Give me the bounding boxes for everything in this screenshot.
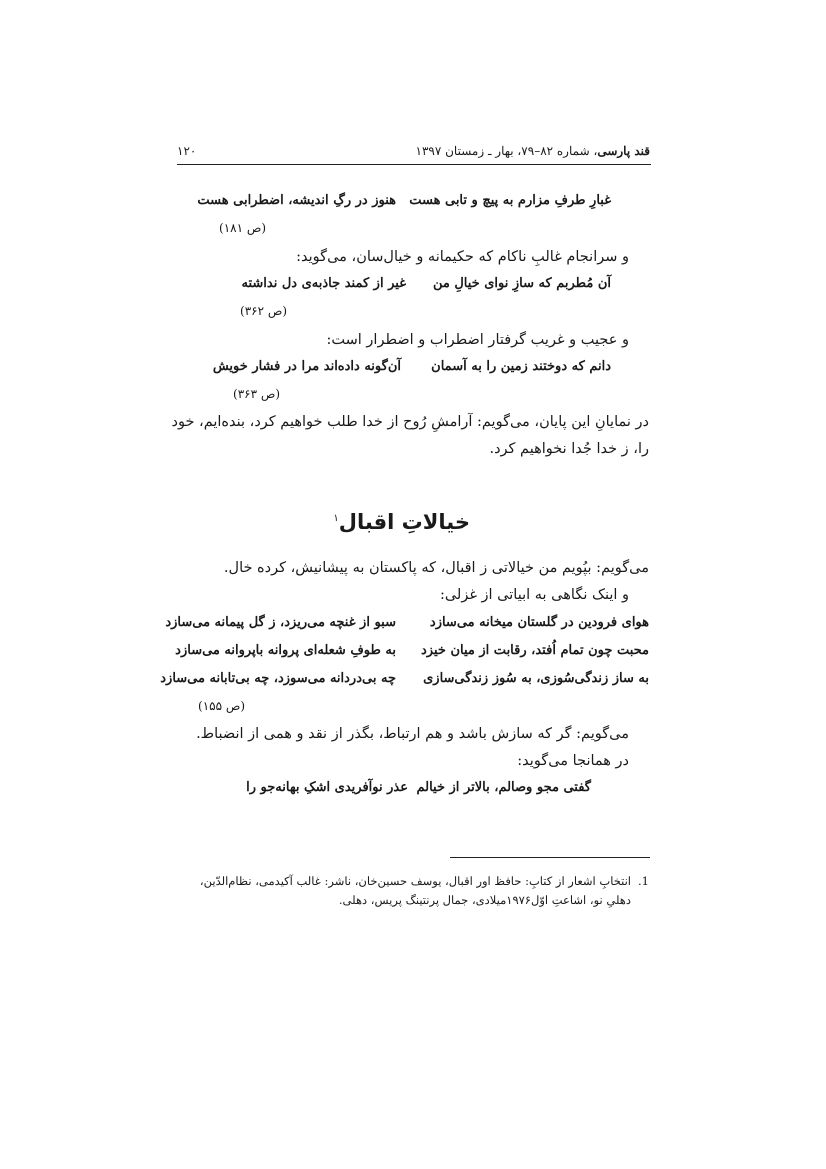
footnote-rule [450, 857, 650, 858]
ghazal-verse3-left: چه بی‌دردانه می‌سوزد، چه بی‌تابانه می‌سازد [160, 671, 396, 686]
header-rule [177, 164, 651, 165]
section2-intro-4: در همانجا می‌گوید: [517, 753, 629, 769]
section2-intro-3: می‌گویم: گر که سازش باشد و هم ارتباط، بگذر از نقد و همی از انضباط. [196, 726, 629, 742]
ghazal-verse2-right: محبت چون تمام اُفتد، رقابت از میان خیزد [421, 643, 649, 658]
page-number: ۱۲۰ [177, 144, 197, 158]
verse1-reference: (ص ۱۸۱) [219, 221, 267, 235]
section2-intro-1: می‌گویم: بپُویم من خیالاتی ز اقبال، که پاکستان به پیشانیش، کرده خال. [223, 560, 649, 576]
verse1-right-hemistich: غبارِ طرفِ مزارم به پیچ و تابی هست [409, 193, 611, 208]
ghazal-verse3-right: به ساز زندگی‌سُوزی، به سُوز زندگی‌سازی [423, 671, 649, 686]
verse2-left-hemistich: غیر از کمند جاذبه‌ی دل نداشته [241, 276, 406, 291]
journal-name: قند پارسی [597, 144, 650, 158]
verse2-right-hemistich: آن مُطربم که سازِ نوای خیالِ من [432, 276, 611, 291]
section2-intro-2: و اینک نگاهی به ابیاتی از غزلی: [439, 587, 629, 603]
last-verse-right: گفتی مجو وصالم، بالاتر از خیالم [416, 780, 591, 795]
ghazal-verse1-right: هوای فرودین در گلستان میخانه می‌سازد [429, 615, 649, 630]
conclusion-line-2: را، ز خدا جُدا نخواهیم کرد. [489, 441, 649, 457]
verse3-left-hemistich: آن‌گونه داده‌اند مرا در فشار خویش [212, 359, 401, 374]
ghazal-verse1-left: سبو از غنچه می‌ریزد، ز گل پیمانه می‌سازد [165, 615, 396, 630]
section-title [333, 510, 470, 534]
verse3-right-hemistich: دانم که دوختند زمین را به آسمان [431, 359, 611, 374]
verse1-left-hemistich: هنوز در رگِ اندیشه، اضطرابی هست [197, 193, 396, 208]
running-header [416, 144, 650, 158]
section-title-text: خیالاتِ اقبال [338, 510, 470, 534]
footnote-line-2: دهلیِ نو، اشاعتِ اوّل۱۹۷۶میلادی، جمال پرنتینگ پریس، دهلی. [338, 893, 631, 907]
verse3-reference: (ص ۳۶۳) [233, 387, 281, 401]
title-footnote-marker: ۱ [333, 513, 339, 524]
ghazal-verse2-left: به طوفِ شعله‌ای پروانه باپروانه می‌سازد [175, 643, 396, 658]
verse2-reference: (ص ۳۶۲) [240, 304, 288, 318]
intro-paragraph-2: و سرانجام غالبِ ناکام که حکیمانه و خیال‌سان، می‌گوید: [296, 249, 629, 265]
conclusion-line-1: در نمایانِ این پایان، می‌گویم: آرامشِ رُوح از خدا طلب خواهیم کرد، بنده‌ایم، خود [171, 414, 649, 430]
last-verse-left: عذر نوآفریدی اشکِ بهانه‌جو را [246, 780, 408, 795]
footnote-line-1: انتخابِ اشعار از کتابِ: حافظ اور اقبال، یوسف حسین‌خان، ناشر: غالب آکیدمی، نظام‌الدّین، [199, 874, 631, 888]
footnote-number: 1. [638, 874, 649, 888]
intro-paragraph-3: و عجیب و غریب گرفتار اضطراب و اضطرار است: [326, 332, 629, 348]
issue-info: ، شماره ۸۲–۷۹، بهار ـ زمستان ۱۳۹۷ [415, 144, 598, 158]
ghazal-reference: (ص ۱۵۵) [198, 699, 246, 713]
